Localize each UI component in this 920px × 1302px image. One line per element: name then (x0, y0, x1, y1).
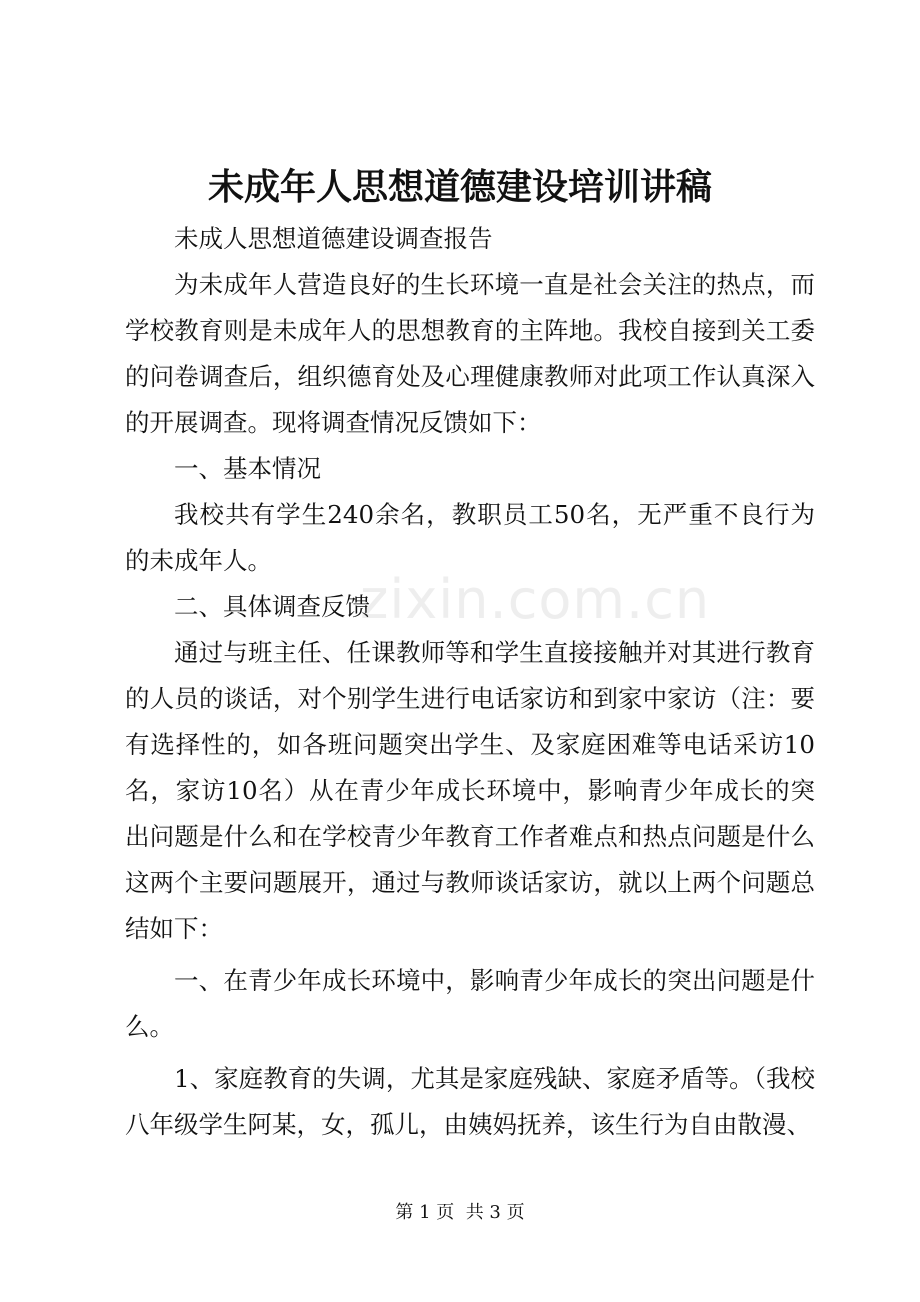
heading-feedback: 二、具体调查反馈 (174, 592, 370, 621)
heading-problem-one: 一、在青少年成长环境中，影响青少年成长的突出问题是什么。 (125, 966, 815, 1041)
paragraph-intro: 为未成年人营造良好的生长环境一直是社会关注的热点，而学校教育则是未成年人的思想教育的主阵地。我校自接到关工委的问卷调查后，组织德育处及心理健康教师对此项工作认真深入的开展调查。现将调查情况反馈如下： (125, 270, 815, 437)
document-title: 未成年人思想道德建设培训讲稿 (207, 167, 712, 208)
document-body (125, 216, 815, 1148)
watermark-text: zixin.com.cn (360, 568, 711, 631)
heading-basic-situation: 一、基本情况 (174, 454, 321, 483)
paragraph-basic-situation: 我校共有学生240余名，教职员工50名，无严重不良行为的未成年人。 (125, 500, 815, 575)
paragraph-feedback: 通过与班主任、任课教师等和学生直接接触并对其进行教育的人员的谈话，对个别学生进行电话家访和到家中家访（注：要有选择性的，如各班问题突出学生、及家庭困难等电话采访10名，家访10名）从在青少年成长环境中，影响青少年成长的突出问题是什么和在学校青少年教育工作者难点和热点问题是什么这两个主要问题展开，通过与教师谈话家访，就以上两个问题总结如下： (125, 638, 815, 943)
paragraph-item-one: 1、家庭教育的失调，尤其是家庭残缺、家庭矛盾等。（我校八年级学生阿某，女，孤儿，由姨妈抚养，该生行为自由散漫、 (125, 1064, 815, 1139)
paragraph-subtitle: 未成人思想道德建设调查报告 (174, 224, 493, 253)
page-footer: 第 1 页 共 3 页 (395, 1202, 525, 1223)
